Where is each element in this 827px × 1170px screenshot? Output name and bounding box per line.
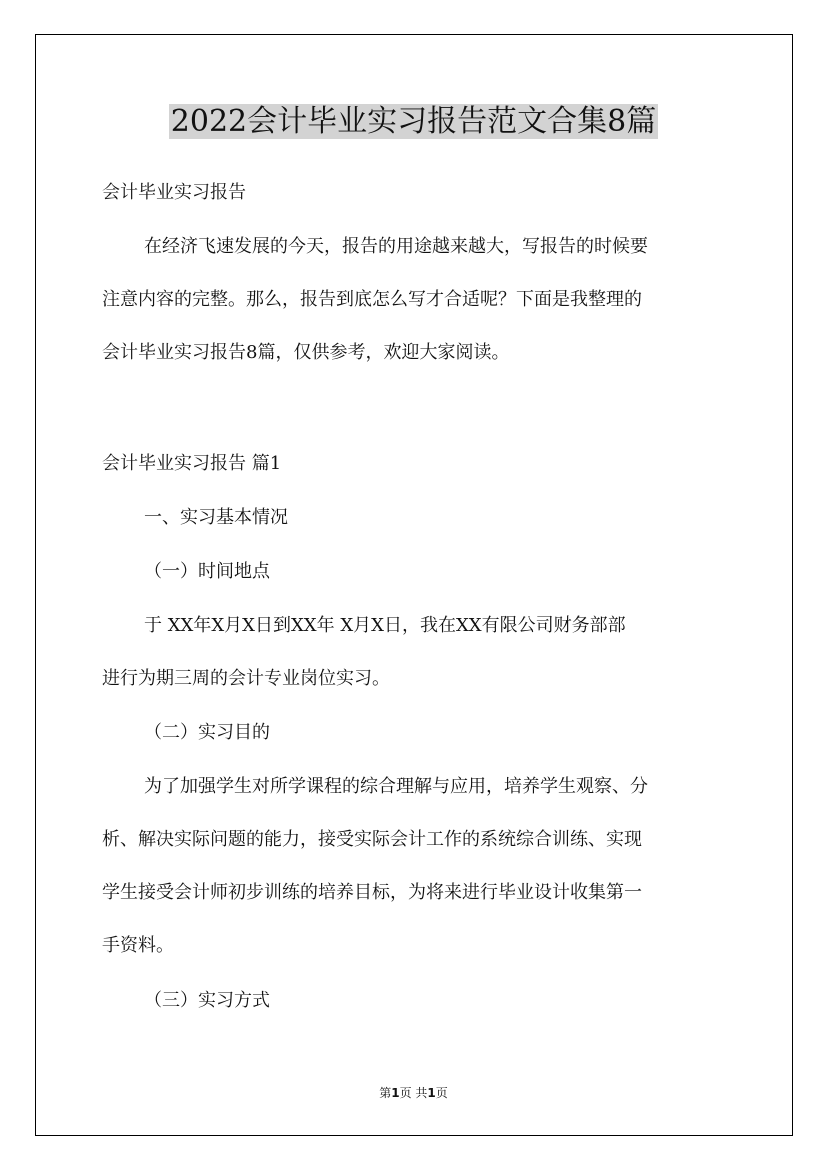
intro-line-2: 注意内容的完整。那么，报告到底怎么写才合适呢？下面是我整理的 bbox=[102, 289, 642, 310]
intro-line-3: 会计毕业实习报告8篇，仅供参考，欢迎大家阅读。 bbox=[102, 342, 510, 363]
purpose-line-4: 手资料。 bbox=[102, 935, 174, 956]
footer-total-pages: 1 bbox=[427, 1086, 436, 1100]
purpose-line-1: 为了加强学生对所学课程的综合理解与应用，培养学生观察、分 bbox=[144, 776, 648, 797]
document-subtitle: 会计毕业实习报告 bbox=[102, 182, 246, 203]
intro-line-1: 在经济飞速发展的今天，报告的用途越来越大，写报告的时候要 bbox=[144, 236, 648, 257]
purpose-line-3: 学生接受会计师初步训练的培养目标，为将来进行毕业设计收集第一 bbox=[102, 882, 642, 903]
purpose-line-2: 析、解决实际问题的能力，接受实际会计工作的系统综合训练、实现 bbox=[102, 829, 642, 850]
footer-suffix: 页 bbox=[435, 1086, 448, 1100]
time-place-line-1: 于 XX年X月X日到XX年 X月X日，我在XX有限公司财务部部 bbox=[144, 615, 626, 636]
part-one-heading: 一、实习基本情况 bbox=[144, 507, 288, 528]
time-place-line-2: 进行为期三周的会计专业岗位实习。 bbox=[102, 668, 390, 689]
footer-prefix: 第 bbox=[379, 1086, 392, 1100]
sub-heading-time-place: （一）时间地点 bbox=[144, 561, 270, 582]
footer-mid: 页 共 bbox=[399, 1086, 428, 1100]
section-heading: 会计毕业实习报告 篇1 bbox=[102, 453, 282, 474]
sub-heading-method: （三）实习方式 bbox=[144, 990, 270, 1011]
document-title-text: 2022会计毕业实习报告范文合集8篇 bbox=[170, 104, 657, 139]
document-title bbox=[0, 100, 827, 144]
footer-current-page: 1 bbox=[391, 1086, 400, 1100]
page-footer bbox=[0, 1084, 827, 1102]
sub-heading-purpose: （二）实习目的 bbox=[144, 722, 270, 743]
